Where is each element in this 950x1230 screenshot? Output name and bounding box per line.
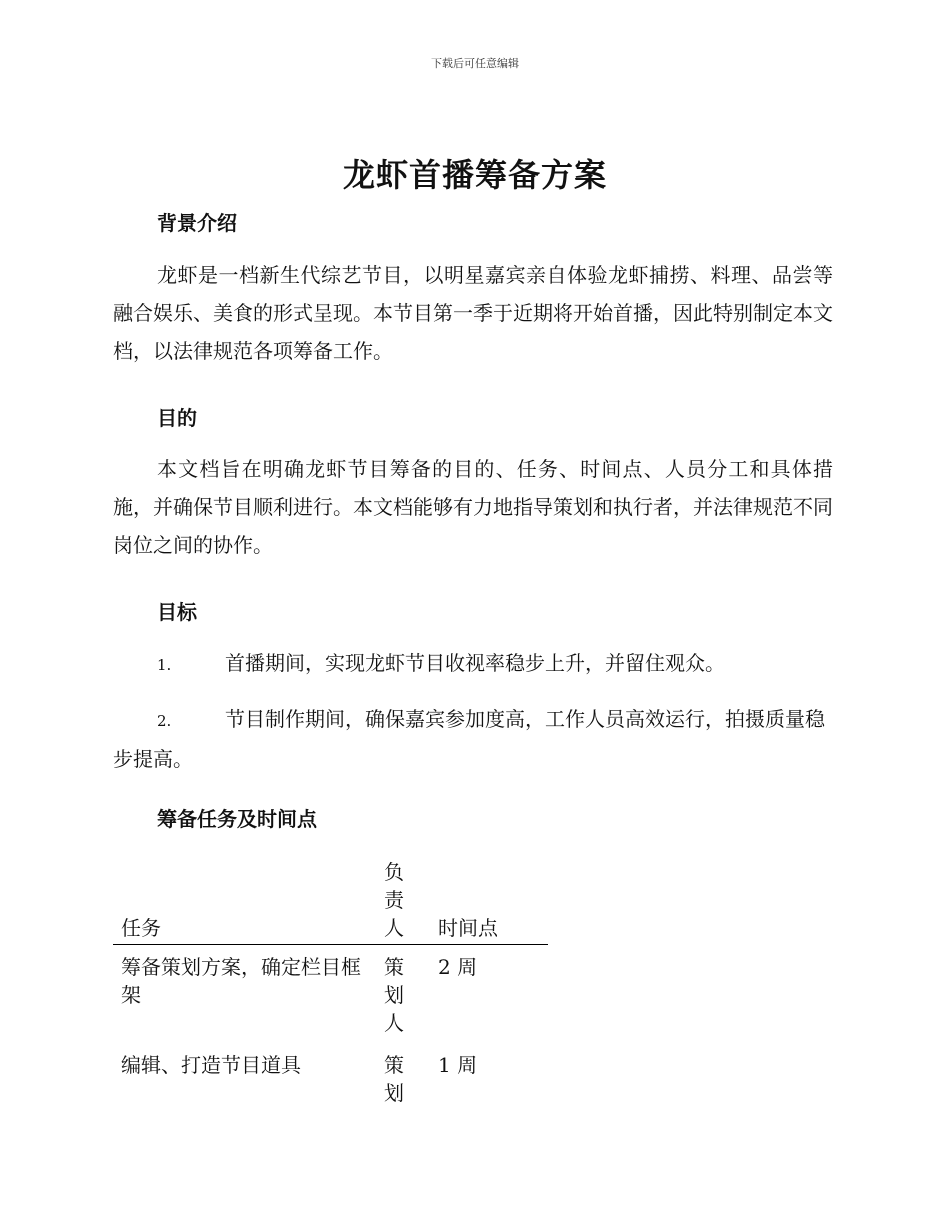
list-number: 1.	[157, 656, 172, 674]
heading-goals: 目标	[157, 600, 197, 624]
column-header-task: 任务	[113, 858, 376, 945]
document-title: 龙虾首播筹备方案	[342, 156, 607, 194]
table-header-row	[113, 858, 548, 945]
table-row	[113, 1043, 548, 1113]
heading-background: 背景介绍	[157, 211, 237, 235]
cell-time: 1 周	[438, 1053, 478, 1077]
header-note: 下载后可任意编辑	[431, 57, 519, 70]
table-row	[113, 945, 548, 1044]
cell-time: 2 周	[438, 955, 478, 979]
goal-item-2	[113, 700, 833, 778]
column-header-owner-label: 负责人	[384, 860, 404, 940]
column-header-owner	[376, 858, 430, 945]
list-number: 2.	[157, 712, 172, 730]
paragraph-purpose: 本文档旨在明确龙虾节目筹备的目的、任务、时间点、人员分工和具体措施，并确保节目顺利进行。本文档能够有力地指导策划和执行者，并法律规范不同岗位之间的协作。	[113, 457, 833, 557]
cell-owner-label: 策划	[384, 1053, 404, 1105]
cell-task: 筹备策划方案，确定栏目框架	[121, 955, 361, 1007]
cell-owner	[376, 1043, 430, 1113]
list-text: 首播期间，实现龙虾节目收视率稳步上升，并留住观众。	[225, 651, 725, 675]
column-header-time: 时间点	[430, 858, 548, 945]
goal-item-1	[113, 644, 833, 684]
heading-tasks: 筹备任务及时间点	[157, 807, 317, 831]
cell-owner-label: 策划人	[384, 955, 404, 1035]
cell-owner	[376, 945, 430, 1044]
paragraph-background: 龙虾是一档新生代综艺节目，以明星嘉宾亲自体验龙虾捕捞、料理、品尝等融合娱乐、美食的形式呈现。本节目第一季于近期将开始首播，因此特别制定本文档，以法律规范各项筹备工作。	[113, 263, 833, 363]
tasks-table	[113, 858, 548, 1113]
cell-task: 编辑、打造节目道具	[121, 1053, 301, 1077]
list-text: 节目制作期间，确保嘉宾参加度高，工作人员高效运行，拍摄质量稳步提高。	[113, 707, 825, 771]
heading-purpose: 目的	[157, 406, 197, 430]
